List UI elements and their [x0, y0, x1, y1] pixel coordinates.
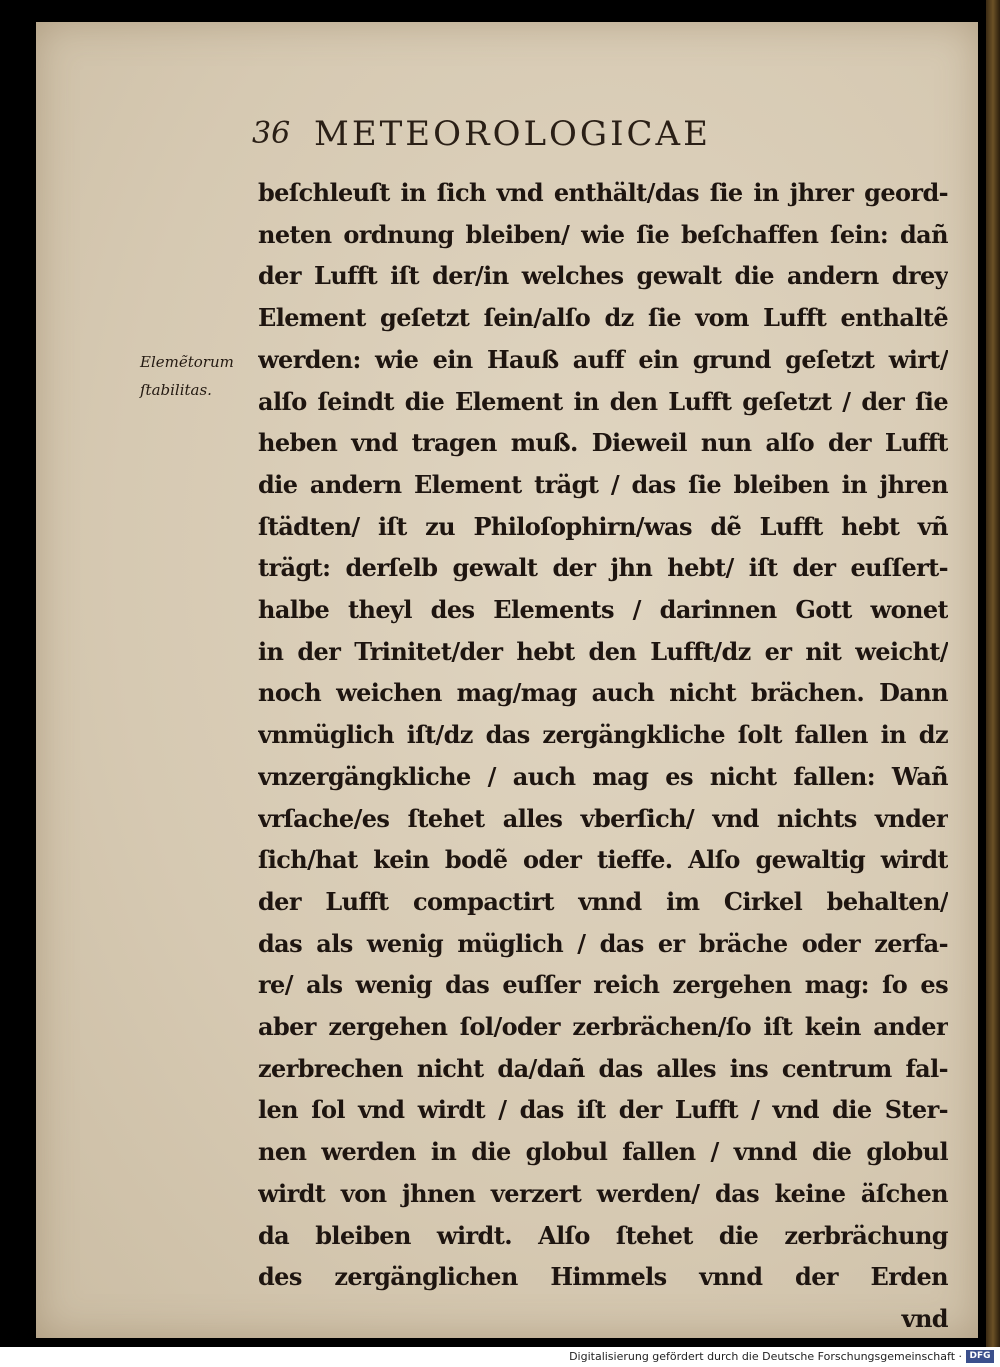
text-line: halbe theyl des Elements / darinnen Gott wonet	[258, 595, 948, 625]
text-line: wirdt von jhnen verzert werden/ das keine äſchen	[258, 1178, 948, 1208]
funding-credit: Digitalisierung gefördert durch die Deutsche Forschungsgemeinschaft ·	[569, 1350, 962, 1363]
text-line: heben vnd tragen muß. Dieweil nun alſo der Lufft	[258, 428, 948, 458]
text-line: vnzergängkliche / auch mag es nicht fallen: Wañ	[258, 761, 948, 791]
marginal-note-line: Elemẽtorum	[140, 353, 234, 371]
page-header	[252, 114, 872, 160]
text-line: re/ als wenig das euſſer reich zergehen mag: ſo es	[258, 970, 948, 1000]
text-line: vrſache/es ſtehet alles vberſich/ vnd nichts vnder	[258, 803, 948, 833]
text-line: das als wenig müglich / das er bräche oder zerfa-	[258, 928, 948, 958]
catchword: vnd	[901, 1303, 948, 1333]
text-line: die andern Element trägt / das ſie bleiben in jhren	[258, 469, 948, 499]
book-binding-edge	[986, 0, 1000, 1347]
text-line: der Lufft compactirt vnnd im Cirkel behalten/	[258, 886, 948, 916]
text-line: ſtädten/ iſt zu Philoſophirn/was dẽ Lufft hebt vñ	[258, 511, 948, 541]
text-line: len ſol vnd wirdt / das iſt der Lufft / vnd die Ster-	[258, 1095, 948, 1125]
text-line: in der Trinitet/der hebt den Lufft/dz er nit weicht/	[258, 636, 948, 666]
text-line: alſo ſeindt die Element in den Lufft geſetzt / der ſie	[258, 386, 948, 416]
text-line: nen werden in die globul fallen / vnnd die globul	[258, 1137, 948, 1167]
text-line: ſich/hat kein bodẽ oder tieffe. Alſo gewaltig wirdt	[258, 845, 948, 875]
running-head: METEOROLOGICAE	[314, 114, 711, 154]
text-line: trägt: derſelb gewalt der jhn hebt/ iſt der euſſert-	[258, 553, 948, 583]
text-line: des zergänglichen Himmels vnnd der Erden	[258, 1262, 948, 1292]
text-line: beſchleuſt in ſich vnd enthält/das ſie in jhrer geord-	[258, 178, 948, 207]
marginal-note	[140, 348, 265, 404]
text-line: noch weichen mag/mag auch nicht brächen. Dann	[258, 678, 948, 708]
text-line: der Lufft iſt der/in welches gewalt die andern drey	[258, 261, 948, 291]
body-text	[258, 172, 948, 1340]
text-line: zerbrechen nicht da/dañ das alles ins centrum fal-	[258, 1053, 948, 1083]
text-line: neten ordnung bleiben/ wie ſie beſchaffen ſein: dañ	[258, 219, 948, 249]
text-line: aber zergehen ſol/oder zerbrächen/ſo iſt kein ander	[258, 1012, 948, 1042]
text-line: werden: wie ein Hauß auff ein grund geſetzt wirt/	[258, 344, 948, 374]
book-page	[36, 22, 978, 1338]
text-line: Element geſetzt ſein/alſo dz ſie vom Lufft enthaltẽ	[258, 303, 948, 333]
page-number: 36	[252, 116, 291, 151]
digitization-footer	[0, 1347, 1000, 1367]
dfg-logo-icon: DFG	[966, 1350, 994, 1363]
text-line: vnmüglich iſt/dz das zergängkliche ſolt fallen in dz	[258, 720, 948, 750]
marginal-note-line: ſtabilitas.	[140, 381, 212, 399]
text-line: da bleiben wirdt. Alſo ſtehet die zerbrächung	[258, 1220, 948, 1250]
